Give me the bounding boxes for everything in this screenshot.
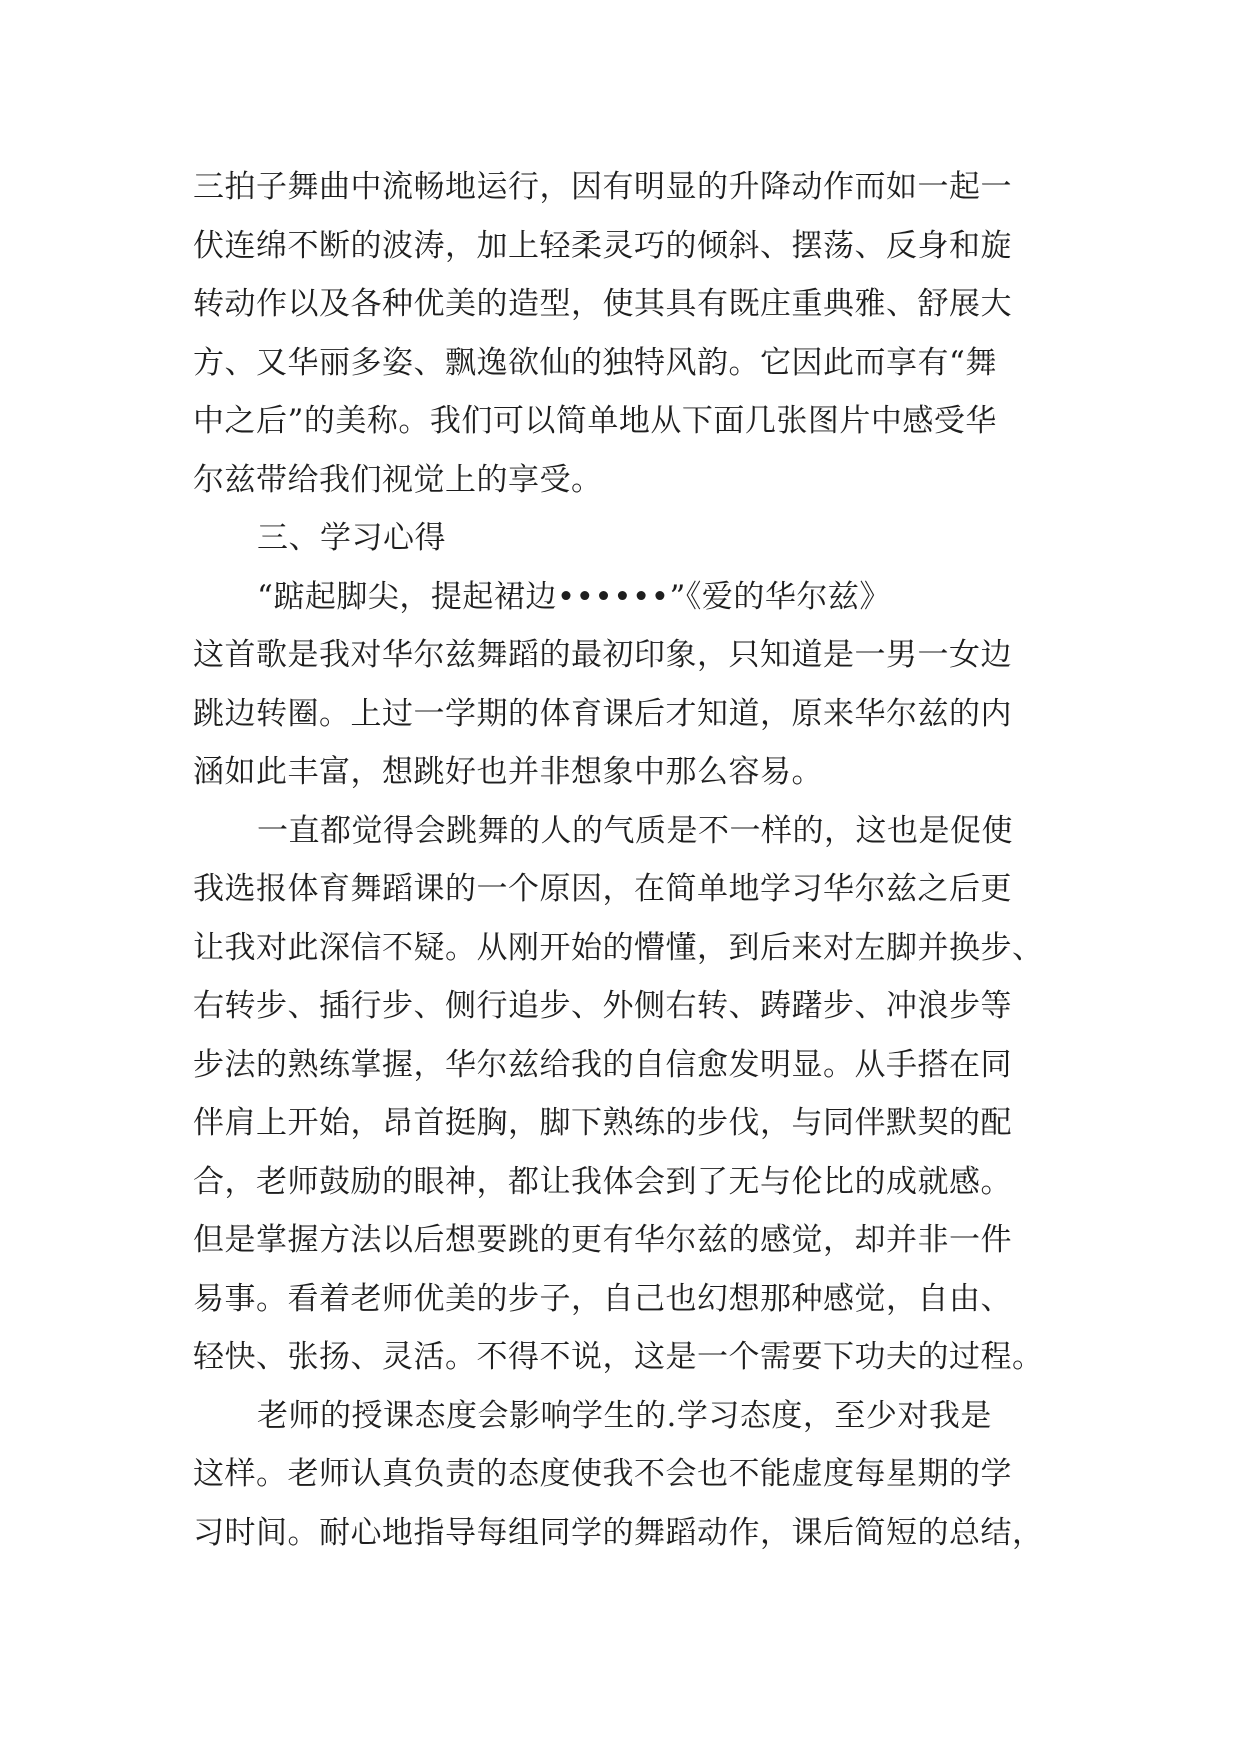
text-line: 合，老师鼓励的眼神，都让我体会到了无与伦比的成就感。 bbox=[193, 1163, 1012, 1200]
text-line: “踮起脚尖，提起裙边••••••”《爱的华尔兹》 bbox=[257, 578, 891, 615]
text-line: 尔兹带给我们视觉上的享受。 bbox=[193, 461, 603, 498]
text-line: 方、又华丽多姿、飘逸欲仙的独特风韵。它因此而享有“舞 bbox=[193, 344, 997, 381]
text-line: 但是掌握方法以后想要跳的更有华尔兹的感觉，却并非一件 bbox=[193, 1222, 1012, 1258]
text-line: 一直都觉得会跳舞的人的气质是不一样的，这也是促使 bbox=[257, 812, 1013, 849]
text-line: 老师的授课态度会影响学生的.学习态度，至少对我是 bbox=[257, 1397, 992, 1434]
text-line: 易事。看着老师优美的步子，自己也幻想那种感觉，自由、 bbox=[193, 1280, 1012, 1317]
body-text bbox=[193, 158, 1053, 1562]
text-line: 伴肩上开始，昂首挺胸，脚下熟练的步伐，与同伴默契的配 bbox=[193, 1105, 1012, 1141]
text-line: 中之后”的美称。我们可以简单地从下面几张图片中感受华 bbox=[193, 403, 997, 439]
text-line: 伏连绵不断的波涛，加上轻柔灵巧的倾斜、摆荡、反身和旋 bbox=[193, 227, 1012, 264]
text-line: 这首歌是我对华尔兹舞蹈的最初印象，只知道是一男一女边 bbox=[193, 637, 1012, 673]
text-line: 转动作以及各种优美的造型，使其具有既庄重典雅、舒展大 bbox=[193, 286, 1012, 322]
text-line: 步法的熟练掌握，华尔兹给我的自信愈发明显。从手搭在同 bbox=[193, 1046, 1012, 1083]
text-line: 右转步、插行步、侧行追步、外侧右转、踌躇步、冲浪步等 bbox=[193, 988, 1012, 1024]
section-heading: 三、学习心得 bbox=[257, 520, 446, 556]
text-line: 跳边转圈。上过一学期的体育课后才知道，原来华尔兹的内 bbox=[193, 695, 1012, 732]
text-line: 三拍子舞曲中流畅地运行，因有明显的升降动作而如一起一 bbox=[193, 169, 1012, 205]
text-line: 我选报体育舞蹈课的一个原因，在简单地学习华尔兹之后更 bbox=[193, 871, 1012, 907]
text-line: 让我对此深信不疑。从刚开始的懵懂，到后来对左脚并换步、 bbox=[193, 929, 1044, 966]
text-line: 轻快、张扬、灵活。不得不说，这是一个需要下功夫的过程。 bbox=[193, 1339, 1044, 1375]
text-line: 涵如此丰富，想跳好也并非想象中那么容易。 bbox=[193, 754, 823, 790]
text-line: 这样。老师认真负责的态度使我不会也不能虚度每星期的学 bbox=[193, 1456, 1012, 1492]
text-line: 习时间。耐心地指导每组同学的舞蹈动作，课后简短的总结， bbox=[193, 1514, 1044, 1551]
